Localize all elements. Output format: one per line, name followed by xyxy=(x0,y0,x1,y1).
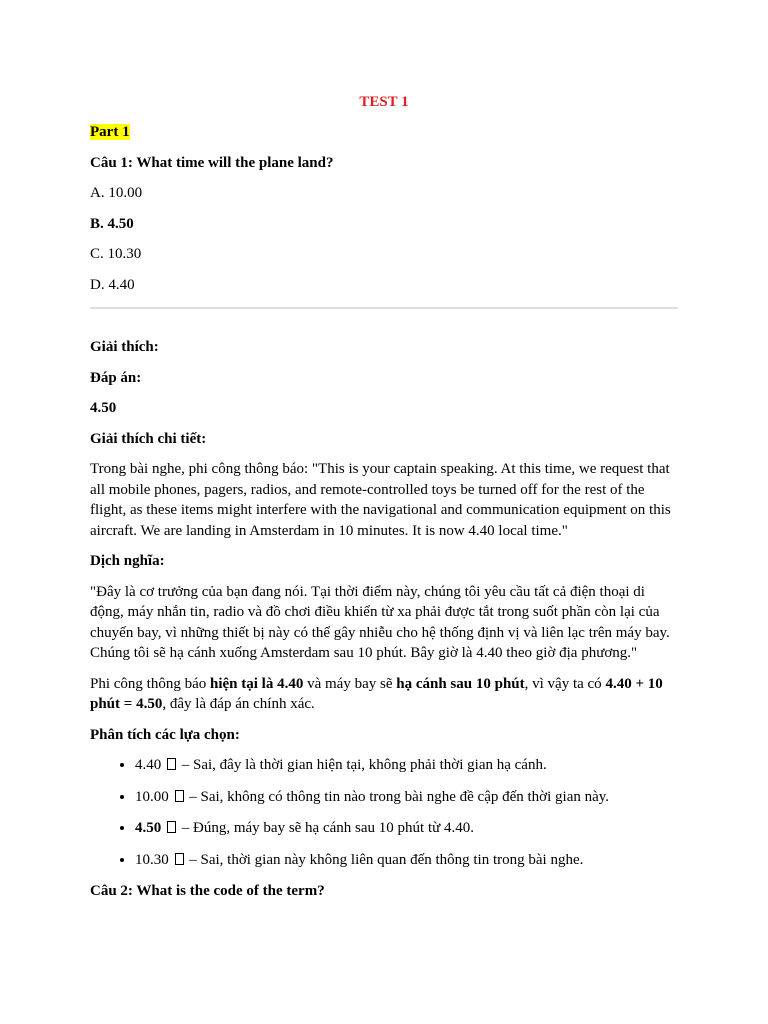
analysis-heading: Phân tích các lựa chọn: xyxy=(90,726,240,743)
analysis-value-2: 10.00 xyxy=(135,788,169,805)
missing-glyph-icon xyxy=(167,821,176,833)
analysis-list xyxy=(90,755,678,870)
section-divider xyxy=(90,307,678,309)
missing-glyph-icon xyxy=(175,790,184,802)
summary-text-2: và máy bay sẽ xyxy=(303,675,397,692)
analysis-item-1 xyxy=(135,755,678,776)
analysis-text-4: – Sai, thời gian này không liên quan đến thông tin trong bài nghe. xyxy=(185,851,584,868)
summary-bold-2: hạ cánh sau 10 phút xyxy=(396,675,525,692)
analysis-text-2: – Sai, không có thông tin nào trong bài nghe đề cập đến thời gian này. xyxy=(185,788,610,805)
summary-bold-1: hiện tại là 4.40 xyxy=(210,675,304,692)
option-b: B. 4.50 xyxy=(90,215,134,232)
answer-label: Đáp án: xyxy=(90,369,142,386)
question-1-text: Câu 1: What time will the plane land? xyxy=(90,154,334,171)
analysis-text-3: – Đúng, máy bay sẽ hạ cánh sau 10 phút từ 4.40. xyxy=(178,820,474,836)
document-title: TEST 1 xyxy=(359,94,409,110)
translation-paragraph: "Đây là cơ trưởng của bạn đang nói. Tại thời điểm này, chúng tôi yêu cầu tất cả điện thoại di động, máy nhắn tin, radio và đồ chơi điều khiển từ xa phải được tắt trong suốt phần còn lại của chuyến bay, vì những thiết bị này có thể gây nhiễu cho hệ thống định vị và liên lạc trên máy bay. Chúng tôi sẽ hạ cánh xuống Amsterdam sau 10 phút. Bây giờ là 4.40 theo giờ địa phương." xyxy=(90,583,670,661)
summary-text-3: , vì vậy ta có xyxy=(524,675,606,692)
option-c: C. 10.30 xyxy=(90,246,142,262)
detail-heading: Giải thích chi tiết: xyxy=(90,430,207,447)
analysis-item-4 xyxy=(135,850,678,871)
option-a: A. 10.00 xyxy=(90,185,143,201)
option-d: D. 4.40 xyxy=(90,276,135,293)
explanation-heading: Giải thích: xyxy=(90,339,159,355)
part-label: Part 1 xyxy=(90,124,130,140)
answer-value: 4.50 xyxy=(90,400,117,416)
analysis-value-4: 10.30 xyxy=(135,851,169,868)
summary-text-4: , đây là đáp án chính xác. xyxy=(162,696,315,712)
summary-paragraph xyxy=(90,674,678,715)
missing-glyph-icon xyxy=(175,853,184,865)
summary-bold-3: 4.40 + 10 phút = 4.50 xyxy=(90,675,663,712)
summary-text-1: Phi công thông báo xyxy=(90,675,210,692)
analysis-item-3 xyxy=(135,818,678,839)
analysis-item-2 xyxy=(135,787,678,808)
part-heading-line xyxy=(90,122,678,143)
question-2-text: Câu 2: What is the code of the term? xyxy=(90,883,325,899)
analysis-text-1: – Sai, đây là thời gian hiện tại, không phải thời gian hạ cánh. xyxy=(178,757,547,773)
analysis-value-3: 4.50 xyxy=(135,820,162,836)
missing-glyph-icon xyxy=(167,758,176,770)
analysis-value-1: 4.40 xyxy=(135,757,162,773)
transcript-paragraph: Trong bài nghe, phi công thông báo: "This is your captain speaking. At this time, we request that all mobile phones, pagers, radios, and remote-controlled toys be turned off for the rest of the flight, as these items might interfere with the navigational and communication equipment on this aircraft. We are landing in Amsterdam in 10 minutes. It is now 4.40 local time." xyxy=(90,461,671,539)
translation-heading: Dịch nghĩa: xyxy=(90,553,165,569)
